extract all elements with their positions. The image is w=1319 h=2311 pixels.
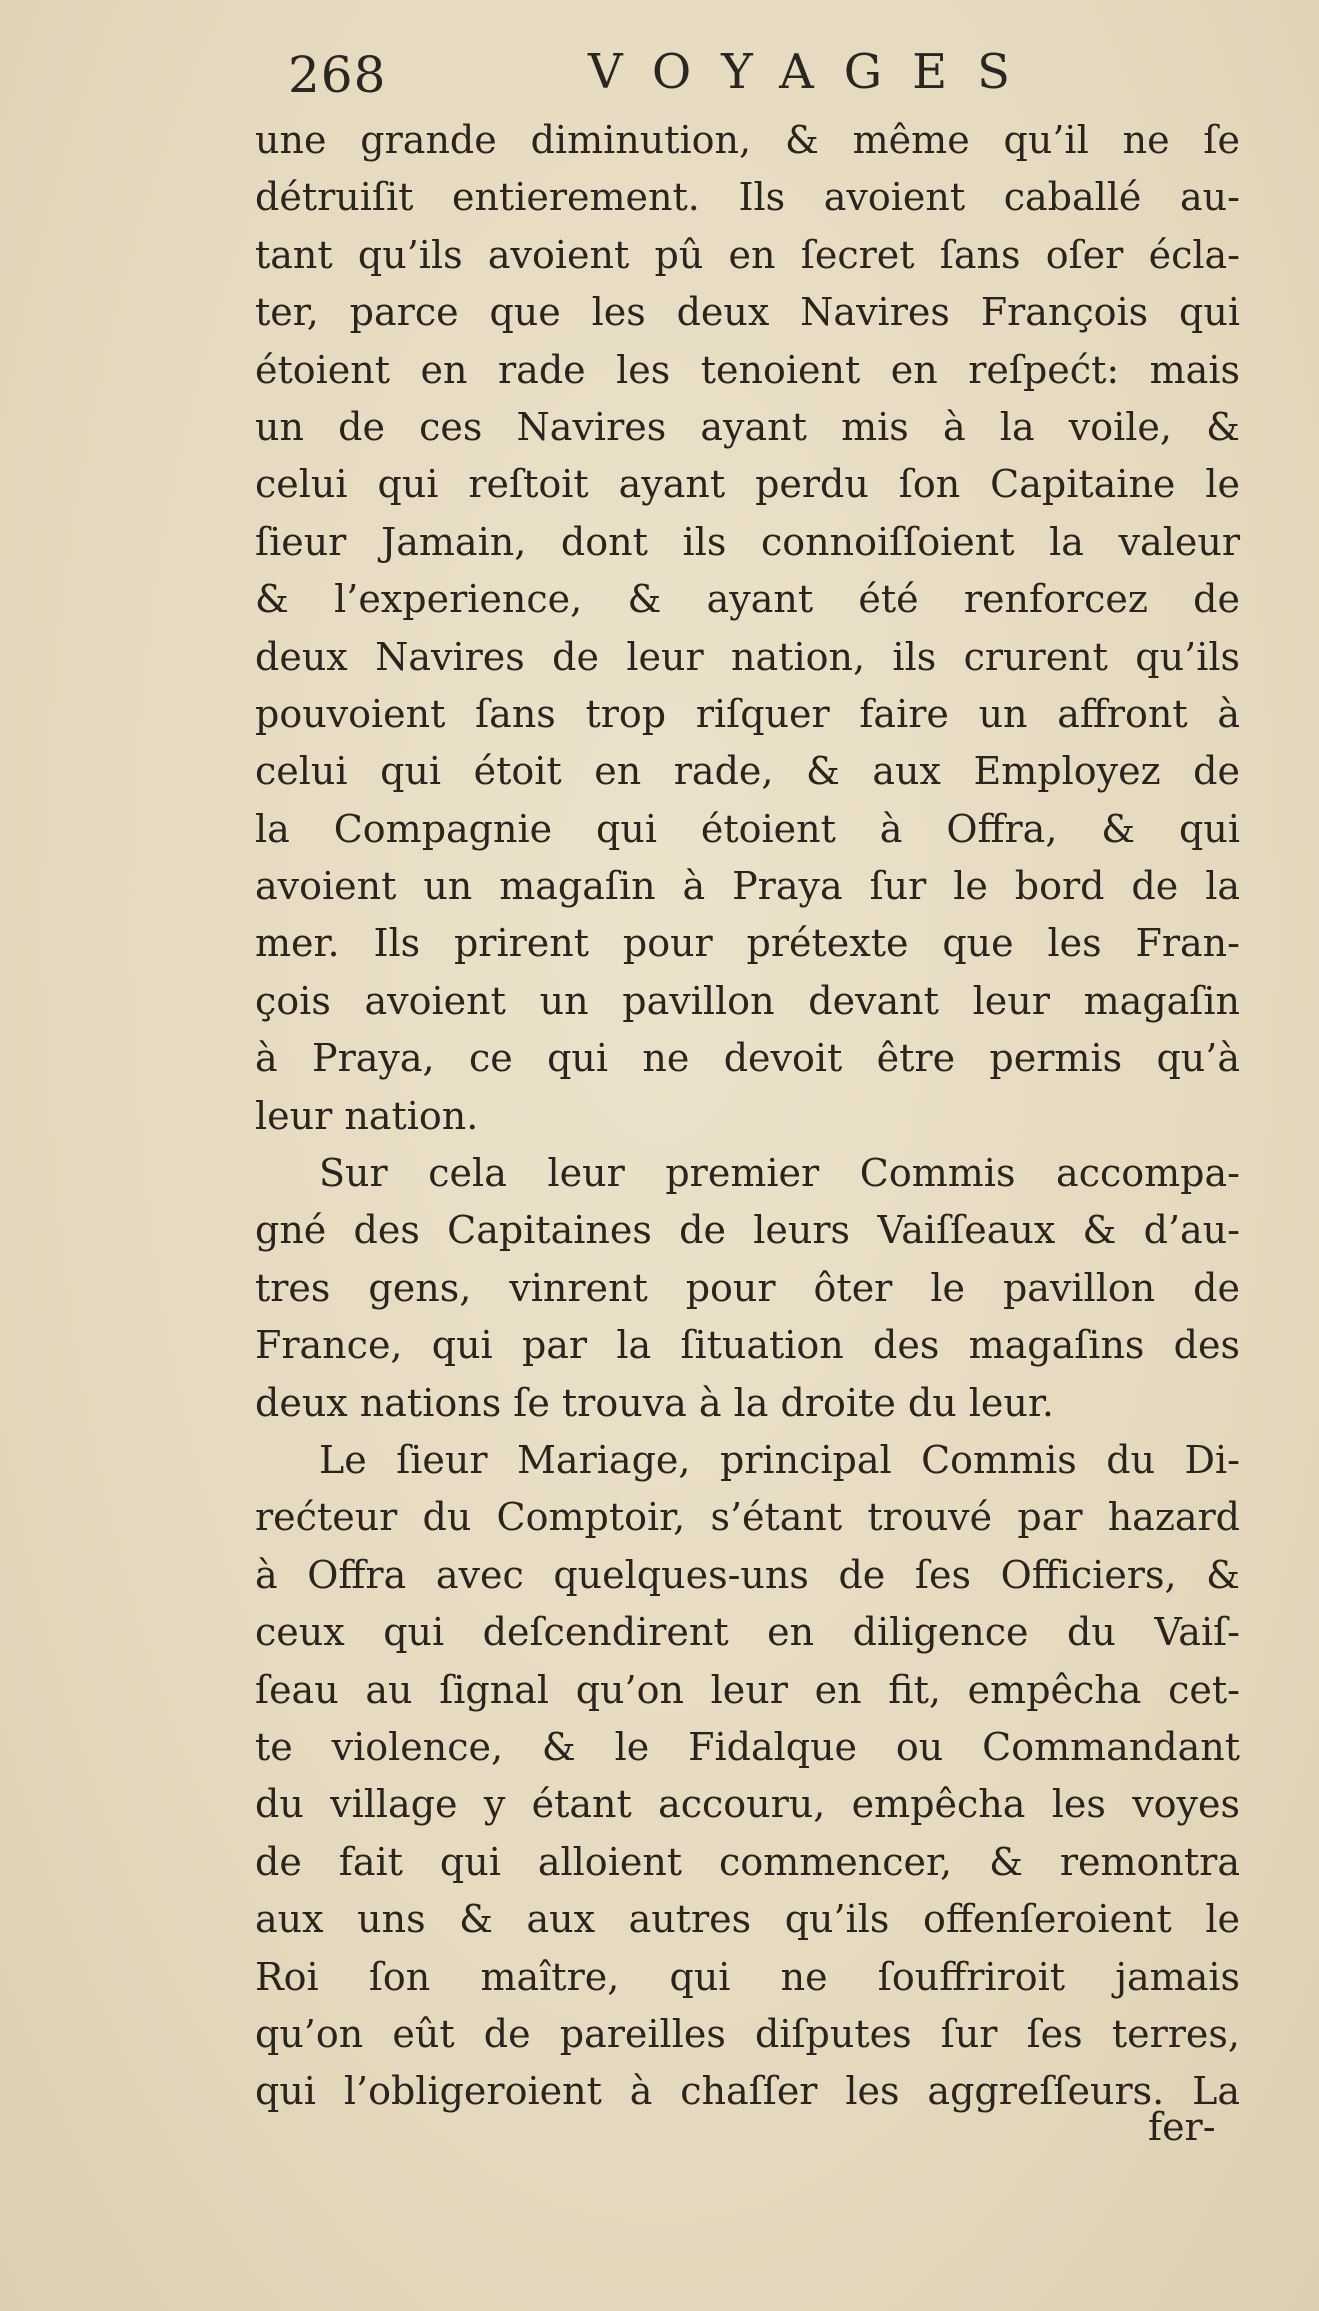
text-line: mer. Ils prirent pour prétexte que les Fran- [255,921,1240,966]
text-line: tres gens, vinrent pour ôter le pavillon de [255,1265,1240,1310]
text-line: ſeau au ſignal qu’on leur en fit, empêcha cet- [255,1667,1240,1712]
text-line: la Compagnie qui étoient à Offra, & qui [255,806,1240,851]
text-line: deux Navires de leur nation, ils crurent qu’ils [255,634,1240,679]
running-head [288,38,1048,108]
running-title: VOYAGES [588,44,1041,100]
text-line: rećteur du Comptoir, s’étant trouvé par hazard [255,1495,1240,1540]
text-line: tant qu’ils avoient pû en ſecret ſans oſer écla- [255,232,1240,277]
text-line: une grande diminution, & même qu’il ne ſe [255,118,1240,162]
text-line: Le ſieur Mariage, principal Commis du Di- [319,1437,1240,1482]
text-line: çois avoient un pavillon devant leur magaſin [255,978,1240,1023]
text-line: & l’experience, & ayant été renforcez de [255,577,1240,622]
text-line: celui qui étoit en rade, & aux Employez de [255,749,1240,794]
text-line: aux uns & aux autres qu’ils offenſeroient le [255,1897,1240,1942]
page-number: 268 [288,46,387,104]
body-text [255,112,1240,2121]
text-line: qu’on eût de pareilles diſputes ſur ſes terres, [255,2011,1240,2056]
text-line: un de ces Navires ayant mis à la voile, & [255,404,1240,449]
text-line: ſieur Jamain, dont ils connoiſſoient la valeur [255,519,1240,564]
catchword: fer- [1148,2105,1216,2149]
text-line: celui qui reſtoit ayant perdu ſon Capitaine le [255,462,1240,507]
text-line: détruiſit entierement. Ils avoient caballé au- [255,175,1240,220]
text-line: avoient un magaſin à Praya ſur le bord de la [255,864,1240,909]
text-line: à Offra avec quelques-uns de ſes Officiers, & [255,1552,1240,1597]
text-line: ter, parce que les deux Navires François qui [255,290,1240,335]
text-line: Sur cela leur premier Commis accompa- [319,1151,1240,1196]
text-line: te violence, & le Fidalque ou Commandant [255,1724,1240,1769]
text-line: étoient en rade les tenoient en reſpećt: mais [255,347,1240,392]
text-line: gné des Capitaines de leurs Vaiſſeaux & d’au- [255,1208,1240,1253]
text-line: ceux qui deſcendirent en diligence du Vaiſ- [255,1610,1240,1655]
text-line: France, qui par la ſituation des magaſins des [255,1323,1240,1368]
text-line: du village y étant accouru, empêcha les voyes [255,1782,1240,1827]
text-line: qui l’obligeroient à chaſſer les aggreſſeurs. La [255,2069,1240,2114]
text-line: pouvoient ſans trop riſquer faire un affront à [255,691,1240,736]
text-line: deux nations ſe trouva à la droite du leur. [255,1380,1054,1425]
text-line: de fait qui alloient commencer, & remontra [255,1839,1240,1884]
text-line: Roi ſon maître, qui ne ſouffriroit jamais [255,1954,1240,1999]
text-line: à Praya, ce qui ne devoit être permis qu’à [255,1036,1240,1081]
text-line: leur nation. [255,1093,479,1138]
